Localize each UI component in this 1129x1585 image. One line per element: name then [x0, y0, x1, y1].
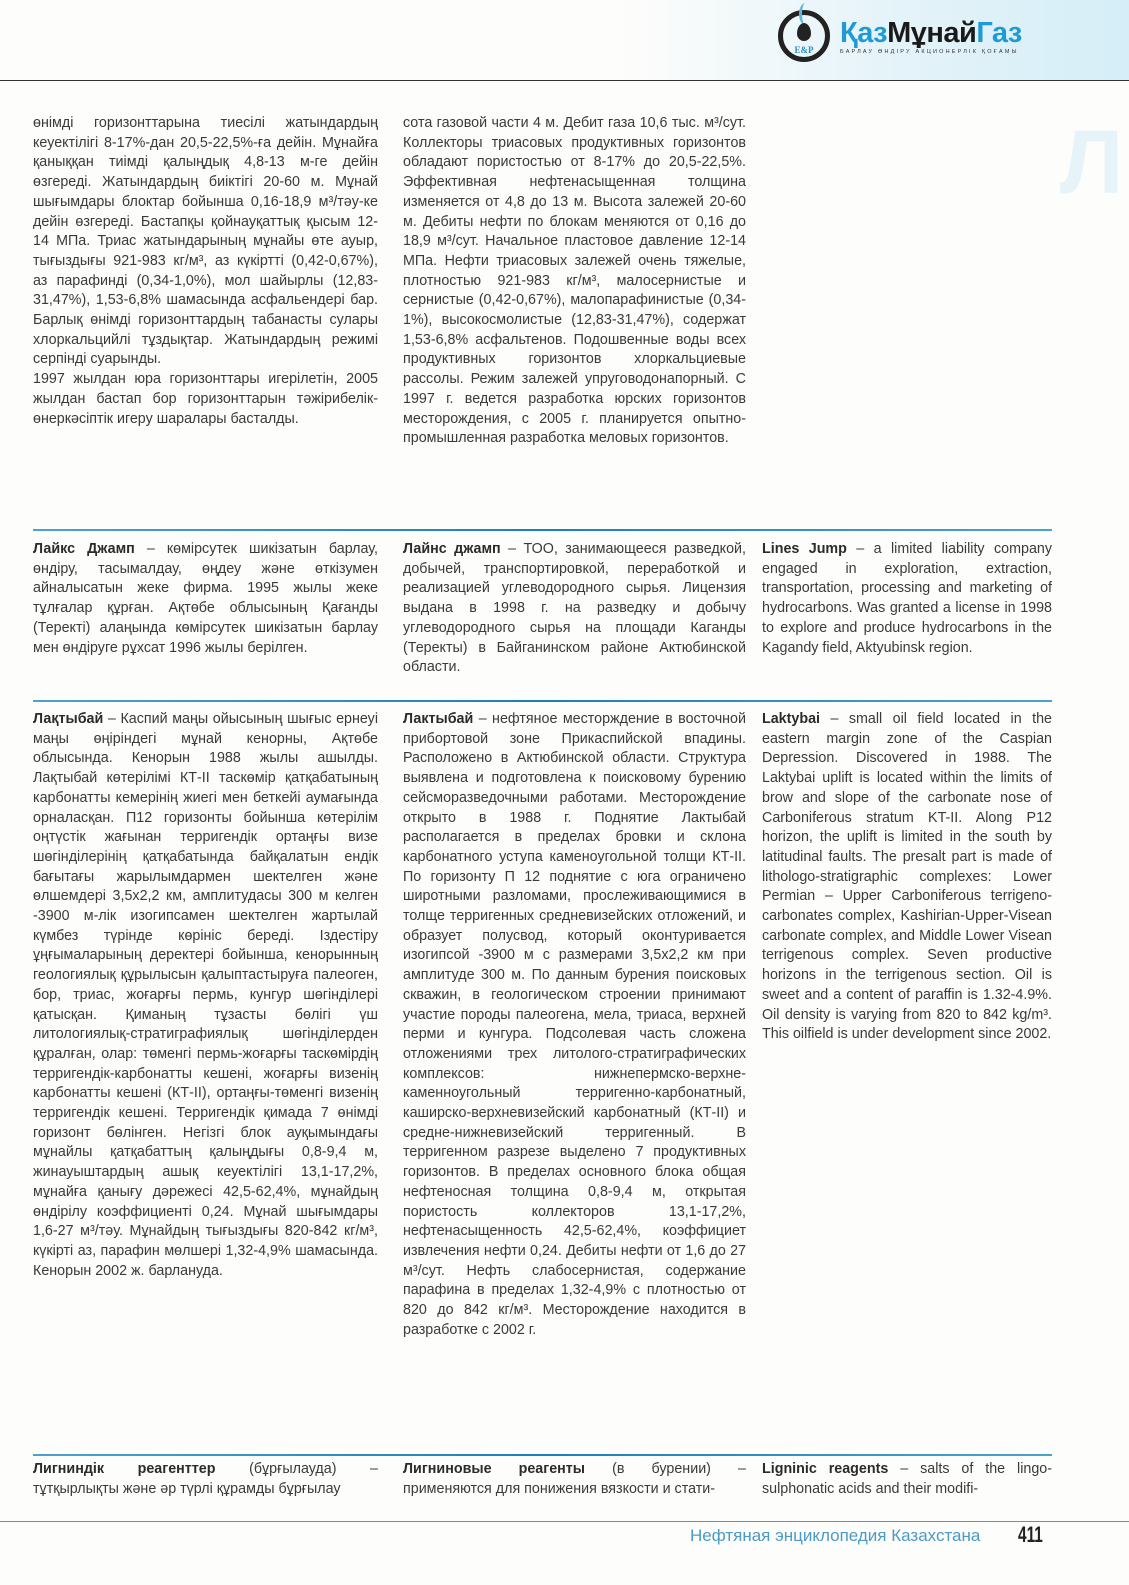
entry-text: – small oil field located in the eastern margin zone of the Caspian Depression. Discovered in 1988. The Laktybai uplift is located within the limits of brow and slope of the carbonate nose of Carboniferous stratum KT-II. Along P12 horizon, the uplift is limited in the south by latitudinal faults. The presalt part is made of lithologo-stratigraphic complexes: Lower Permian – Upper Carboniferous terrigeno-carbonates complex, Kashirian-Upper-Visean carbonate complex, and Middle Lower Visean terrigenous complex. Seven productive horizons in the terrigenous section. Oil is sweet and a content of paraffin is 1.32-4.9%. Oil density is varying from 820 to 842 kg/m³. This oilfield is under development since 2002.	[762, 711, 1052, 1043]
logo-mark-text: E&P	[794, 45, 814, 55]
entry-term: Лайнс джамп	[403, 541, 501, 557]
entry-divider	[33, 1454, 1052, 1456]
paragraph: өнімді горизонттарына тиесілі жатындардың кеуектілігі 8-17%-дан 20,5-22,5%-ға дейін. Мұнайға қаныққан тиімді қалыңдық 4,8-13 м-ге дейін өзгереді. Жатындардың биіктігі 20-60 м. Мұнай шығымдары блоктар бойынша 0,16-18,9 м³/тәу-ке дейін өзгереді. Бастапқы қойнауқаттық қысым 12-14 МПа. Триас жатындарының мұнайы өте ауыр, тығыздығы 921-983 кг/м³, аз күкіртті (0,42-0,67%), аз парафинді (0,34-1,0%), мол шайырлы (12,83-31,47%), 1,53-6,8% шамасында асфальендері бар. Барлық өнімді горизонттардың табанасты сулары хлоркальцийлі тұздықтар. Жатындардың режимі серпінді суарынды.	[33, 115, 378, 368]
ru-column-continuation	[403, 114, 746, 449]
entry-kz	[33, 540, 378, 658]
entry-text: – Каспий маңы ойысының шығыс ернеуі маңы өңіріндегі мұнай кенорны, Ақтөбе облысында. Кенорын 1988 жылы ашылды. Лақтыбай көтерілімі КТ-II таскөмір қатқабатының карбонатты кемерінің жиегі мен беткейі аумағында орналасқан. П12 горизонты бойынша көтерілім оңтүстік жағынан терригендік ортаңғы визе шөгінділерінің қатқабатында байқалатын ендік бағытағы жарылымдармен шектелген және өлшемдері 3,5х2,2 км, амплитудасы 300 м келген -3900 м-лік изогипсамен шектелген жартылай күмбез түрінде көрініс береді. Іздестіру ұңғымаларының деректері бойынша, кенорынның геологиялық құрылысын қалыптастыруға палеоген, бор, триас, жоғарғы пермь, кунгур шөгінділері қатысқан. Қиманың тұзасты бөлігі үш литологиялық-стратиграфиялық шөгінділерден құралған, олар: төменгі пермь-жоғарғы таскөмірдің терригендік-карбонатты кешені, жоғарғы визенің карбонатты кешені (КТ-II), ортаңғы-төменгі визенің терригендік кешені. Терригендік қимада 7 өнімді горизонт бөлінген. Негізгі блок ауқымындағы мұнайлы қатқабаттың қалыңдығы 0,8-9,4 м, жинауыштардың ашық кеуектілігі 13,1-17,2%, мұнайға қанығу дәрежесі 42,5-62,4%, мұнайдың өндірілу коэффициенті 0,24. Мұнай шығымдары 1,6-27 м³/тәу. Мұнайдың тығыздығы 820-842 кг/м³, күкірті аз, парафин мөлшері 1,32-4,9% шамасында. Кенорын 2002 ж. барлануда.	[33, 711, 378, 1279]
flame-icon	[799, 3, 812, 25]
entry-term: Лигниновые реагенты	[403, 1461, 585, 1477]
entry-ru	[403, 1460, 746, 1499]
footer-title: Нефтяная энциклопедия Казахстана	[690, 1526, 981, 1545]
entry-divider	[33, 700, 1052, 702]
footer-divider	[0, 1521, 1129, 1522]
entry-text: (в бурении) – применяются для понижения вязкости и стати-	[403, 1461, 746, 1497]
entry-text: – salts of the lingo-sulphonatic acids and their modifi-	[762, 1461, 1052, 1497]
entry-ru	[403, 540, 746, 678]
entry-term: Lines Jump	[762, 541, 847, 557]
entry-term: Laktybai	[762, 711, 821, 727]
entry-en	[762, 540, 1052, 658]
page-number: 411	[1018, 1522, 1043, 1547]
entry-divider	[33, 529, 1052, 531]
entry-term: Лайкс Джамп	[33, 541, 135, 557]
kazmunaigaz-logo	[778, 10, 1022, 62]
paragraph: 1997 жылдан юра горизонттары игерілетін, 2005 жылдан бастап бор горизонттарын тәжірибелік-өнеркәсіптік игеру шаралары басталды.	[33, 371, 378, 427]
entry-ru	[403, 710, 746, 1341]
entry-text: – ТОО, занимающееся разведкой, добычей, транспортировкой, переработкой и реализацией углеводородного сырья. Лицензия выдана в 1998 г. на разведку и добычу углеводородного сырья на площади Каганды (Теректы) в Байганинском районе Актюбинской области.	[403, 541, 746, 676]
entry-term: Лигниндік реагенттер	[33, 1461, 216, 1477]
logo-name: ҚазМұнайГаз	[840, 16, 1022, 49]
entry-term: Лактыбай	[403, 711, 474, 727]
entry-term: Лақтыбай	[33, 711, 104, 727]
entry-kz	[33, 1460, 378, 1499]
oil-drop-icon	[797, 23, 811, 41]
entry-text: – нефтяное месторждение в восточной прибортовой зоне Прикаспийской впадины. Расположено в Актюбинской области. Структура выявлена и подготовлена к поисковому бурению сейсморазведочными работами. Месторождение открыто в 1988 г. Поднятие Лактыбай располагается в пределах бровки и склона карбонатного уступа каменоугольной толщи КТ-II. По горизонту П 12 поднятие с юга ограничено широтными разломами, прослеживающимися в толще терригенных средневизейских отложений, и образует полусвод, который оконтуривается изогипсой -3900 м с размерами 3,5х2,2 км при амплитуде 300 м. По данным бурения поисковых скважин, в геологическом строении принимают участие породы палеогена, мела, триаса, верхней перми и кунгура. Подсолевая часть сложена отложениями трех литолого-стратиграфических комплексов: нижнепермско-верхне- каменноугольный терригенно-карбонатный, каширско-верхневизейский карбонатный (КТ-II) и средне-нижневизейский терригенный. В терригенном разрезе выделено 7 продуктивных горизонтов. В пределах основного блока общая нефтеносная толщина 0,8-9,4 м, открытая пористость коллекторов 13,1-17,2%, нефтенасыщенность 42,5-62,4%, коэффициет извлечения нефти 0,24. Дебиты нефти от 1,6 до 27 м³/сут. Нефть слабосернистая, содержание парафина в пределах 1,32-4,9% с плотностью от 820 до 842 кг/м³. Месторождение находится в разработке с 2002 г.	[403, 711, 746, 1338]
entry-en	[762, 710, 1052, 1045]
header-divider	[0, 80, 1129, 81]
entry-term: Ligninic reagents	[762, 1461, 889, 1477]
entry-text: – көмірсутек шикізатын барлау, өндіру, тасымалдау, өңдеу және өткізумен айналысатын жеке фирма. 1995 жылы жеке тұлғалар құрған. Ақтөбе облысының Қағанды (Теректі) алаңында көмірсутек шикізатын барлау мен өндіруге рұхсат 1996 жылы берілген.	[33, 541, 378, 656]
entry-kz	[33, 710, 378, 1281]
logo-emblem-icon	[778, 10, 830, 62]
entry-en	[762, 1460, 1052, 1499]
section-letter: Л	[1060, 113, 1124, 213]
logo-subtitle: БАРЛАУ ӨНДІРУ АКЦИОНЕРЛІК ҚОҒАМЫ	[840, 48, 1019, 55]
kz-column-continuation	[33, 114, 378, 429]
entry-text: – a limited liability company engaged in exploration, extraction, transportation, processing and marketing of hydrocarbons. Was granted a license in 1998 to explore and produce hydrocarbons in the Kagandy field, Aktyubinsk region.	[762, 541, 1052, 656]
paragraph: сота газовой части 4 м. Дебит газа 10,6 тыс. м³/сут. Коллекторы триасовых продуктивных горизонтов обладают пористостью от 8-17% до 20,5-22,5%. Эффективная нефтенасыщенная толщина изменяется от 4,8 до 13 м. Высота залежей 20-60 м. Дебиты нефти по блокам меняются от 0,16 до 18,9 м³/сут. Начальное пластовое давление 12-14 МПа. Нефти триасовых залежей очень тяжелые, плотностью 921-983 кг/м³, малосернистые и сернистые (0,42-0,67%), малопарафинистые (0,34-1%), высокосмолистые (12,83-31,47%), содержат 1,53-6,8% асфальтенов. Подошвенные воды всех продуктивных горизонтов хлоркальциевые рассолы. Режим залежей упруговодонапорный. С 1997 г. ведется разработка юрских горизонтов месторождения, с 2005 г. планируется опытно-промышленная разработка меловых горизонтов.	[403, 115, 746, 447]
entry-text: (бұрғылауда) – тұтқырлықты және әр түрлі құрамды бұрғылау	[33, 1461, 378, 1497]
